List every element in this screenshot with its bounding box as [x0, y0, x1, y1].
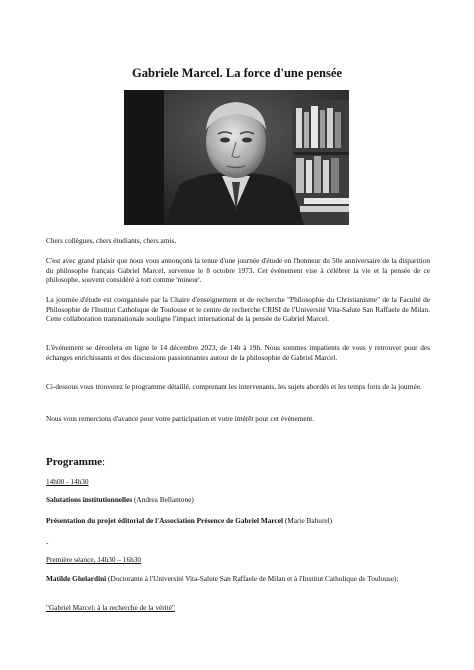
paragraph-programme-intro: Ci-dessous vous trouverez le programme détaillé, comprenant les intervenants, les sujets abordés et les temps forts de la journée.	[46, 382, 422, 391]
talk-1-title: "Gabriel Marcel: à la recherche de la vérité"	[46, 603, 175, 612]
item-presentation-title: Présentation du projet éditorial de l'Association Présence de Gabriel Marcel	[46, 516, 284, 525]
separator-dash: -	[46, 538, 49, 547]
item-presentation-speaker: (Marie Bahurel)	[283, 516, 333, 525]
document-title: Gabriele Marcel. La force d'une pensée	[132, 66, 342, 80]
programme-heading-label: Programme	[46, 456, 102, 468]
greeting-text: Chers collègues, chers étudiants, chers amis,	[46, 236, 177, 245]
paragraph-thanks: Nous vous remercions d'avance pour votre participation et votre intérêt pour cet événement.	[46, 414, 315, 423]
programme-item-salutations	[46, 495, 430, 505]
programme-item-presentation	[46, 516, 430, 526]
speaker-1-entry	[46, 574, 430, 584]
paragraph-event-date: L'événement se déroulera en ligne le 14 décembre 2023, de 14h à 19h. Nous sommes impatients de vous y retrouver pour des échanges enrichissants et des discussions passionnantes autour de la philosophie de Gabriel Marcel.	[46, 343, 430, 362]
programme-heading	[46, 456, 105, 468]
time-slot-1: 14h00 - 14h30	[46, 477, 89, 486]
speaker-1-name: Matilde Ghelardini	[46, 574, 107, 583]
item-salutations-title: Salutations institutionnelles	[46, 495, 133, 504]
programme-heading-colon: :	[102, 456, 106, 468]
paragraph-organizers: La journée d'étude est coorganisée par la Chaire d'enseignement et de recherche "Philosophie du Christianisme" de la Faculté de Philosophie de l'Institut Catholique de Toulouse et le centre de recherche CRISI de l'Université Vita-Salute San Raffaele de Milan. Cette collaboration transnationale souligne l'impact international de la pensée de Gabriel Marcel.	[46, 295, 430, 324]
item-salutations-speaker: (Andrea Bellantone)	[132, 495, 194, 504]
paragraph-anniversary: C'est avec grand plaisir que nous vous annonçons la tenue d'une journée d'étude en l'honneur du 50e anniversaire de la disparition du philosophe français Gabriel Marcel, survenue le 8 octobre 1973. Cet événement vise à célébrer la vie et la pensée de ce philosophe, souvent considéré à tort comme 'mineur'.	[46, 256, 430, 285]
speaker-1-affiliation: (Doctorante à l'Université Vita-Salute San Raffaele de Milan et à l'Institut Catholique de Toulouse):	[106, 574, 399, 583]
portrait-photo	[124, 90, 349, 225]
session-1-heading: Première séance, 14h30 – 16h30	[46, 555, 142, 564]
